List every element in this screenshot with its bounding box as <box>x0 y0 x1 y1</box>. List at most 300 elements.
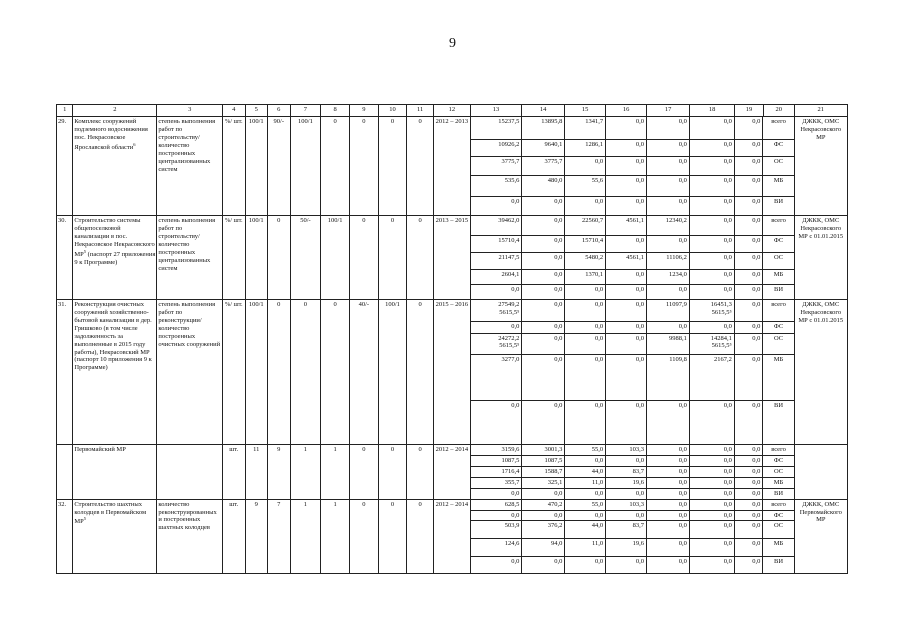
finance-value-c15 <box>565 216 606 235</box>
finance-value-line: 0,0 <box>678 157 687 165</box>
finance-value-c18 <box>689 477 734 488</box>
finance-value-line: 0,0 <box>635 157 644 165</box>
finance-table <box>471 300 794 444</box>
finance-value-c15 <box>565 300 606 321</box>
finance-value-c13 <box>471 466 522 477</box>
finance-value-c14 <box>522 354 565 400</box>
finance-value-line: 19,6 <box>632 540 644 548</box>
target-c11: 0 <box>407 117 434 216</box>
finance-value-c15 <box>565 117 606 139</box>
finance-value-line: 0,0 <box>554 217 563 224</box>
finance-value-c17 <box>647 400 690 444</box>
finance-value-c14 <box>522 235 565 252</box>
finance-value-c17 <box>647 235 690 252</box>
finance-value-line: 3001,3 <box>544 446 563 453</box>
finance-value-line: 0,0 <box>723 478 732 486</box>
finance-value-line: 0,0 <box>752 478 761 486</box>
finance-value-line: 5615,5⁵ <box>711 342 732 350</box>
program-table <box>56 104 848 574</box>
target-c5: 100/1 <box>245 216 268 300</box>
funding-source: ФС <box>763 455 794 466</box>
finance-table <box>471 216 794 299</box>
header-cell: 13 <box>470 105 521 117</box>
finance-value-c16 <box>606 510 647 521</box>
finance-value-line: 15710,4 <box>498 236 520 244</box>
finance-value-line: 1286,1 <box>585 140 604 148</box>
finance-row <box>471 196 794 215</box>
finance-value-line: 9640,1 <box>544 140 563 148</box>
measure-name-text: Реконструкция очистных сооружений хозяйственно-бытовой канализации в дер. Гришково (в том числе задолженность за выполненные в 2015 году работы), Некрасовский МР (паспорт 10 приложения 9 к Программе) <box>74 301 152 372</box>
finance-value-c14 <box>522 466 565 477</box>
finance-value-line: 0,0 <box>678 322 687 330</box>
finance-value-c19 <box>734 557 763 573</box>
finance-value-line: 0,0 <box>511 285 520 293</box>
finance-value-line: 480,0 <box>547 176 563 184</box>
finance-value-c15 <box>565 445 606 455</box>
finance-value-line: 0,0 <box>752 322 761 330</box>
target-c9: 0 <box>349 117 378 216</box>
funding-source: всего <box>763 500 794 510</box>
finance-value-c19 <box>734 196 763 215</box>
header-row <box>57 105 848 117</box>
header-cell: 5 <box>245 105 268 117</box>
target-c11: 0 <box>407 445 434 500</box>
finance-row <box>471 284 794 299</box>
finance-row <box>471 466 794 477</box>
finance-value-c14 <box>522 196 565 215</box>
finance-value-c14 <box>522 333 565 354</box>
header-cell: 19 <box>735 105 764 117</box>
indicator: степень выполнения работ по реконструкции/ количество построенных очистных сооружений <box>157 300 223 445</box>
finance-value-c18 <box>689 510 734 521</box>
finance-value-c19 <box>734 333 763 354</box>
finance-value-c14 <box>522 510 565 521</box>
finance-value-c14 <box>522 321 565 333</box>
finance-value-line: 0,0 <box>554 285 563 293</box>
finance-value-line: 0,0 <box>752 157 761 165</box>
finance-value-line: 0,0 <box>635 355 644 363</box>
finance-value-c15 <box>565 175 606 196</box>
finance-value-c17 <box>647 321 690 333</box>
finance-value-c14 <box>522 139 565 156</box>
finance-value-c15 <box>565 235 606 252</box>
finance-value-c16 <box>606 557 647 573</box>
finance-value-line: 9988,1 <box>669 334 687 342</box>
finance-value-line: 5615,5⁵ <box>499 342 520 350</box>
target-c5: 11 <box>245 445 268 500</box>
table-row <box>57 117 848 216</box>
finance-value-line: 13895,8 <box>541 118 563 125</box>
finance-row <box>471 175 794 196</box>
target-c8: 1 <box>321 499 350 573</box>
measure-name <box>73 499 157 573</box>
finance-value-line: 0,0 <box>635 456 644 464</box>
finance-value-line: 0,0 <box>595 401 604 409</box>
finance-value-c18 <box>689 269 734 284</box>
finance-value-line: 11,0 <box>592 540 604 548</box>
finance-value-line: 0,0 <box>723 522 732 530</box>
finance-value-line: 0,0 <box>511 489 520 497</box>
finance-value-line: 0,0 <box>678 489 687 497</box>
target-c6: 7 <box>268 499 291 573</box>
indicator: степень выполнения работ по строительству/ количество построенных централизованных систем <box>157 117 223 216</box>
finance-value-line: 0,0 <box>635 270 644 278</box>
finance-value-line: 0,0 <box>723 270 732 278</box>
finance-value-line: 103,3 <box>629 446 644 453</box>
finance-value-c13 <box>471 445 522 455</box>
finance-value-c15 <box>565 466 606 477</box>
finance-value-c16 <box>606 175 647 196</box>
funding-source: ФС <box>763 321 794 333</box>
finance-row <box>471 235 794 252</box>
finance-value-c19 <box>734 216 763 235</box>
finance-value-c15 <box>565 477 606 488</box>
finance-table <box>471 445 794 499</box>
finance-value-line: 0,0 <box>678 236 687 244</box>
finance-value-line: 0,0 <box>752 467 761 475</box>
finance-value-line: 5480,2 <box>585 253 604 261</box>
finance-value-line: 94,0 <box>550 540 563 548</box>
finance-value-line: 0,0 <box>723 467 732 475</box>
finance-value-c15 <box>565 354 606 400</box>
target-c8: 1 <box>321 445 350 500</box>
finance-value-line: 0,0 <box>595 511 604 519</box>
funding-source: ОС <box>763 521 794 539</box>
finance-value-c19 <box>734 510 763 521</box>
finance-value-c14 <box>522 117 565 139</box>
finance-value-line: 0,0 <box>723 558 732 566</box>
finance-value-line: 470,2 <box>547 500 563 508</box>
funding-source: ОС <box>763 252 794 269</box>
finance-value-line: 0,0 <box>554 270 563 278</box>
finance-value-c17 <box>647 488 690 498</box>
finance-value-line: 83,7 <box>632 467 644 475</box>
finance-value-line: 124,6 <box>504 540 520 548</box>
finance-value-c18 <box>689 539 734 557</box>
finance-row <box>471 156 794 175</box>
finance-value-c15 <box>565 539 606 557</box>
finance-value-line: 0,0 <box>635 334 644 342</box>
finance-value-c18 <box>689 284 734 299</box>
finance-value-line: 0,0 <box>752 355 761 363</box>
target-c9: 0 <box>349 499 378 573</box>
finance-value-c18 <box>689 252 734 269</box>
finance-value-line: 0,0 <box>752 236 761 244</box>
finance-value-line: 0,0 <box>723 197 732 205</box>
finance-value-line: 0,0 <box>723 489 732 497</box>
measure-name-tail: (паспорт 27 приложения 9 к Программе) <box>74 250 156 266</box>
finance-value-line: 1588,7 <box>544 467 563 475</box>
finance-value-line: 55,6 <box>591 176 604 184</box>
finance-value-c17 <box>647 175 690 196</box>
finance-value-c18 <box>689 521 734 539</box>
finance-block <box>470 117 794 216</box>
finance-value-line: 3775,7 <box>501 157 520 165</box>
indicator: степень выполнения работ по строительству/ количество построенных централизованных систем <box>157 216 223 300</box>
finance-value-c18 <box>689 488 734 498</box>
executor <box>794 445 847 500</box>
finance-value-c13 <box>471 521 522 539</box>
funding-source: ВИ <box>774 401 784 409</box>
finance-value-c19 <box>734 445 763 455</box>
finance-value-line: 11097,9 <box>666 301 687 308</box>
header-cell: 6 <box>268 105 291 117</box>
finance-value-c16 <box>606 117 647 139</box>
funding-source: ОС <box>763 466 794 477</box>
finance-value-c17 <box>647 139 690 156</box>
finance-value-line: 10926,2 <box>498 140 520 148</box>
finance-value-line: 0,0 <box>723 511 732 519</box>
finance-value-line: 1109,8 <box>669 355 687 363</box>
finance-value-c17 <box>647 117 690 139</box>
indicator <box>157 445 223 500</box>
indicator: количество реконструированных и построенных шахтных колодцев <box>157 499 223 573</box>
finance-value-c19 <box>734 117 763 139</box>
finance-value-c15 <box>565 269 606 284</box>
finance-value-line: 1370,1 <box>585 270 604 278</box>
measure-name <box>73 445 157 500</box>
finance-value-line: 19,6 <box>632 478 644 486</box>
finance-value-c13 <box>471 500 522 510</box>
finance-row <box>471 488 794 498</box>
finance-value-line: 16451,3 <box>710 301 732 308</box>
finance-value-c16 <box>606 477 647 488</box>
finance-value-c19 <box>734 175 763 196</box>
finance-value-c15 <box>565 284 606 299</box>
finance-value-line: 0,0 <box>635 140 644 148</box>
finance-value-c18 <box>689 354 734 400</box>
finance-value-line: 0,0 <box>678 558 687 566</box>
finance-value-line: 0,0 <box>723 118 732 125</box>
finance-value-line: 14284,1 <box>710 334 732 342</box>
finance-value-c18 <box>689 235 734 252</box>
finance-value-line: 0,0 <box>595 334 604 342</box>
funding-source: МБ <box>763 539 794 557</box>
finance-value-c14 <box>522 445 565 455</box>
finance-value-c17 <box>647 510 690 521</box>
header-cell: 20 <box>763 105 794 117</box>
finance-value-line: 0,0 <box>511 401 520 409</box>
finance-value-line: 4561,1 <box>626 217 644 224</box>
header-cell: 9 <box>349 105 378 117</box>
finance-value-c13 <box>471 300 522 321</box>
finance-row <box>471 500 794 510</box>
table-row <box>57 499 848 573</box>
finance-value-c16 <box>606 284 647 299</box>
finance-value-line: 0,0 <box>723 236 732 244</box>
target-c5: 100/1 <box>245 300 268 445</box>
finance-value-c17 <box>647 445 690 455</box>
finance-value-c18 <box>689 557 734 573</box>
finance-value-line: 0,0 <box>752 285 761 293</box>
executor: ДЖКК, ОМС Первомайского МР <box>794 499 847 573</box>
finance-value-c18 <box>689 466 734 477</box>
finance-value-c17 <box>647 455 690 466</box>
finance-value-line: 0,0 <box>678 540 687 548</box>
measure-name-text: Строительство системы общепоселковой канализации в пос. Некрасовское Некрасовского МР <box>74 217 155 258</box>
finance-value-line: 4561,1 <box>626 253 644 261</box>
finance-value-line: 15710,4 <box>582 236 604 244</box>
finance-value-c13 <box>471 196 522 215</box>
finance-value-line: 0,0 <box>752 456 761 464</box>
finance-row <box>471 252 794 269</box>
finance-value-line: 0,0 <box>723 176 732 184</box>
funding-source: ОС <box>763 156 794 175</box>
finance-row <box>471 445 794 455</box>
finance-value-c13 <box>471 488 522 498</box>
finance-value-line: 0,0 <box>554 253 563 261</box>
finance-value-line: 0,0 <box>723 456 732 464</box>
table-row <box>57 216 848 300</box>
finance-value-line: 44,0 <box>591 522 604 530</box>
funding-source: ВИ <box>774 489 784 497</box>
finance-value-c16 <box>606 216 647 235</box>
finance-value-line: 325,1 <box>547 478 563 486</box>
target-c11: 0 <box>407 300 434 445</box>
finance-value-c15 <box>565 521 606 539</box>
finance-value-line: 0,0 <box>595 197 604 205</box>
finance-value-c19 <box>734 284 763 299</box>
finance-value-c17 <box>647 539 690 557</box>
target-c6: 9 <box>268 445 291 500</box>
measure-name <box>73 300 157 445</box>
finance-value-c17 <box>647 557 690 573</box>
unit: %/ шт. <box>222 216 245 300</box>
finance-value-line: 1341,7 <box>585 118 604 125</box>
finance-value-line: 11106,2 <box>666 253 687 261</box>
finance-value-line: 0,0 <box>752 217 761 224</box>
finance-value-line: 0,0 <box>554 489 563 497</box>
target-c6: 90/- <box>268 117 291 216</box>
funding-source: ВИ <box>774 558 784 566</box>
finance-row <box>471 539 794 557</box>
header-cell: 7 <box>290 105 321 117</box>
table-row <box>57 300 848 445</box>
table-body <box>57 105 848 574</box>
finance-value-line: 0,0 <box>678 511 687 519</box>
finance-value-line: 0,0 <box>678 118 687 125</box>
finance-value-c14 <box>522 477 565 488</box>
finance-value-line: 83,7 <box>632 522 644 530</box>
header-cell: 18 <box>690 105 735 117</box>
funding-source: всего <box>763 300 794 321</box>
finance-value-line: 1716,4 <box>501 467 520 475</box>
finance-row <box>471 354 794 400</box>
finance-value-c17 <box>647 466 690 477</box>
funding-source: ФС <box>763 510 794 521</box>
finance-value-c13 <box>471 269 522 284</box>
finance-value-c16 <box>606 488 647 498</box>
finance-value-line: 355,7 <box>504 478 520 486</box>
finance-value-c19 <box>734 488 763 498</box>
finance-value-c16 <box>606 196 647 215</box>
finance-row <box>471 216 794 235</box>
finance-value-c18 <box>689 175 734 196</box>
header-cell: 15 <box>565 105 606 117</box>
finance-value-c17 <box>647 284 690 299</box>
funding-source: ФС <box>763 139 794 156</box>
finance-value-c18 <box>689 333 734 354</box>
funding-source: всего <box>763 117 794 139</box>
finance-value-c18 <box>689 455 734 466</box>
finance-value-c17 <box>647 252 690 269</box>
finance-value-c19 <box>734 235 763 252</box>
funding-source: ВИ <box>774 285 784 293</box>
finance-block <box>470 216 794 300</box>
funding-source: всего <box>763 445 794 455</box>
target-c7: 100/1 <box>290 117 321 216</box>
header-cell: 4 <box>222 105 245 117</box>
finance-value-line: 0,0 <box>723 253 732 261</box>
header-cell: 12 <box>433 105 470 117</box>
finance-value-line: 0,0 <box>752 522 761 530</box>
period: 2013 – 2015 <box>433 216 470 300</box>
finance-value-c13 <box>471 284 522 299</box>
finance-value-c18 <box>689 300 734 321</box>
finance-value-c19 <box>734 321 763 333</box>
funding-source: МБ <box>763 175 794 196</box>
measure-name-text: Комплекс сооружений подземного водоснижения пос. Некрасовское Ярославской области <box>74 118 148 151</box>
finance-value-c17 <box>647 333 690 354</box>
finance-value-c13 <box>471 333 522 354</box>
table-row <box>57 445 848 500</box>
funding-source: МБ <box>763 269 794 284</box>
finance-value-line: 0,0 <box>723 500 732 508</box>
target-c6: 0 <box>268 300 291 445</box>
period: 2012 – 2014 <box>433 499 470 573</box>
finance-value-c16 <box>606 539 647 557</box>
header-cell: 16 <box>606 105 647 117</box>
finance-row <box>471 269 794 284</box>
unit: %/ шт. <box>222 117 245 216</box>
finance-value-c13 <box>471 156 522 175</box>
target-c8: 100/1 <box>321 216 350 300</box>
finance-value-c16 <box>606 333 647 354</box>
target-c10: 0 <box>378 499 407 573</box>
finance-value-line: 0,0 <box>635 236 644 244</box>
finance-value-c13 <box>471 235 522 252</box>
target-c5: 100/1 <box>245 117 268 216</box>
finance-value-line: 0,0 <box>635 197 644 205</box>
finance-value-line: 0,0 <box>752 140 761 148</box>
finance-value-c17 <box>647 269 690 284</box>
finance-value-c16 <box>606 156 647 175</box>
finance-row <box>471 455 794 466</box>
finance-value-line: 0,0 <box>752 511 761 519</box>
finance-value-c15 <box>565 196 606 215</box>
funding-source: всего <box>763 216 794 235</box>
finance-value-line: 0,0 <box>752 176 761 184</box>
finance-value-c19 <box>734 521 763 539</box>
finance-value-c15 <box>565 252 606 269</box>
finance-value-c14 <box>522 252 565 269</box>
finance-value-line: 0,0 <box>554 236 563 244</box>
finance-value-line: 0,0 <box>595 558 604 566</box>
finance-value-line: 0,0 <box>752 334 761 342</box>
finance-value-line: 2604,1 <box>501 270 520 278</box>
finance-value-line: 1087,5 <box>544 456 563 464</box>
finance-value-c14 <box>522 400 565 444</box>
finance-value-line: 24272,2 <box>498 334 520 342</box>
finance-value-line: 0,0 <box>752 558 761 566</box>
finance-value-c19 <box>734 269 763 284</box>
finance-value-c18 <box>689 400 734 444</box>
finance-value-c14 <box>522 455 565 466</box>
finance-value-line: 0,0 <box>752 540 761 548</box>
finance-value-c18 <box>689 196 734 215</box>
finance-row <box>471 333 794 354</box>
finance-value-line: 503,9 <box>504 522 520 530</box>
